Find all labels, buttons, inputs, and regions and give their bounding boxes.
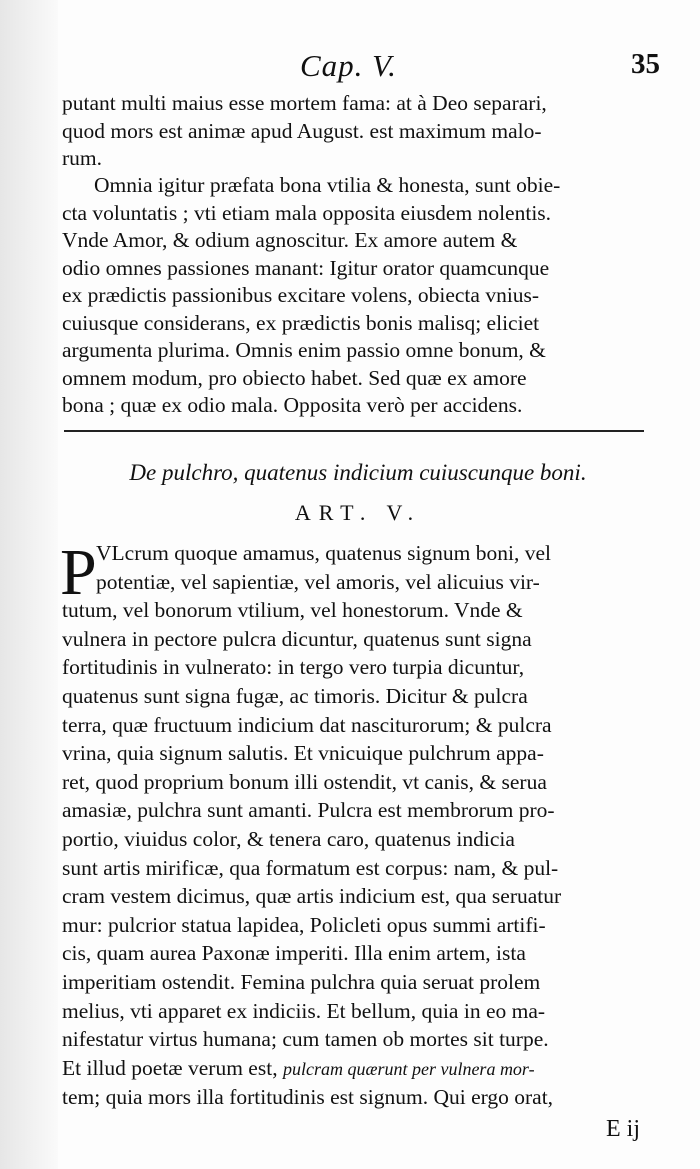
text-line: cuiusque considerans, ex prædictis bonis malisq; eliciet	[62, 310, 540, 335]
text-line: quod mors est animæ apud August. est maximum malo-	[62, 118, 542, 143]
text-line: argumenta plurima. Omnis enim passio omne bonum, &	[62, 338, 546, 362]
text-line: terra, quæ fructuum indicium dat nasciturorum; & pulcra	[62, 712, 552, 737]
text-line: bona ; quæ ex odio mala. Opposita verò per accidens.	[62, 393, 523, 417]
top-paragraph	[62, 90, 654, 173]
section-title: De pulchro, quatenus indicium cuiuscunque boni.	[129, 460, 587, 485]
text-line: omnem modum, pro obiecto habet. Sed quæ ex amore	[62, 365, 527, 390]
text-line: mur: pulcrior statua lapidea, Policleti opus summi artifi-	[62, 912, 546, 937]
signature-mark: E ij	[606, 1116, 640, 1142]
text-line: potentiæ, vel sapientiæ, vel amoris, vel alicuius vir-	[96, 569, 540, 594]
text-line: Vnde Amor, & odium agnoscitur. Ex amore autem &	[62, 228, 518, 252]
body-paragraph	[60, 536, 654, 1112]
text-line: sunt artis mirificæ, qua formatum est corpus: nam, & pul-	[62, 855, 559, 880]
text-line: odio omnes passiones manant: Igitur orator quamcunque	[62, 255, 550, 280]
running-title: Cap. V.	[300, 48, 397, 83]
text-line: melius, vti apparet ex indiciis. Et bellum, quia in eo ma-	[62, 998, 546, 1023]
text-line: Omnia igitur præfata bona vtilia & honesta, sunt obie-	[94, 173, 561, 197]
article-label: ART. V.	[294, 500, 422, 525]
text-line: cram vestem dicimus, quæ artis indicium est, qua seruatur	[62, 884, 562, 909]
text-line: nifestatur virtus humana; cum tamen ob mortes sit turpe.	[62, 1027, 549, 1052]
text-line: amasiæ, pulchra sunt amanti. Pulcra est membrorum pro-	[62, 798, 555, 823]
text-line: cta voluntatis ; vti etiam mala opposita eiusdem nolentis.	[62, 200, 552, 225]
text-line: portio, viuidus color, & tenera caro, quatenus indicia	[62, 826, 515, 851]
text-line: cis, quam aurea Paxonæ imperiti. Illa enim artem, ista	[62, 941, 526, 966]
italic-quote: pulcram quærunt per vulnera mor-	[282, 1058, 535, 1079]
text-line: rum.	[62, 146, 103, 170]
text-line: fortitudinis in vulnerato: in tergo vero turpia dicuntur,	[62, 655, 525, 680]
text-line: vulnera in pectore pulcra dicuntur, quatenus sunt signa	[62, 626, 532, 651]
page-header	[60, 38, 660, 90]
text-line: vrina, quia signum salutis. Et vnicuique pulchrum appa-	[62, 741, 544, 766]
gutter-shadow	[0, 0, 58, 1169]
text-line: imperitiam ostendit. Femina pulchra quia seruat prolem	[62, 969, 541, 994]
section-divider	[64, 430, 644, 432]
text-line: VLcrum quoque amamus, quatenus signum boni, vel	[96, 541, 552, 565]
page-number: 35	[631, 48, 660, 80]
paragraph-2	[62, 172, 654, 420]
text-segment: Et illud poetæ verum est,	[62, 1055, 278, 1080]
text-line: quatenus sunt signa fugæ, ac timoris. Dicitur & pulcra	[62, 683, 528, 708]
text-line: ret, quod proprium bonum illi ostendit, vt canis, & serua	[62, 769, 547, 794]
text-line: tutum, vel bonorum vtilium, vel honestorum. Vnde &	[62, 598, 523, 623]
text-line: tem; quia mors illa fortitudinis est signum. Qui ergo orat,	[62, 1085, 554, 1110]
drop-cap: P	[60, 536, 97, 609]
text-line	[62, 1054, 654, 1084]
text-line: putant multi maius esse mortem fama: at à Deo separari,	[62, 91, 547, 115]
text-line: ex prædictis passionibus excitare volens, obiecta vnius-	[62, 283, 540, 307]
